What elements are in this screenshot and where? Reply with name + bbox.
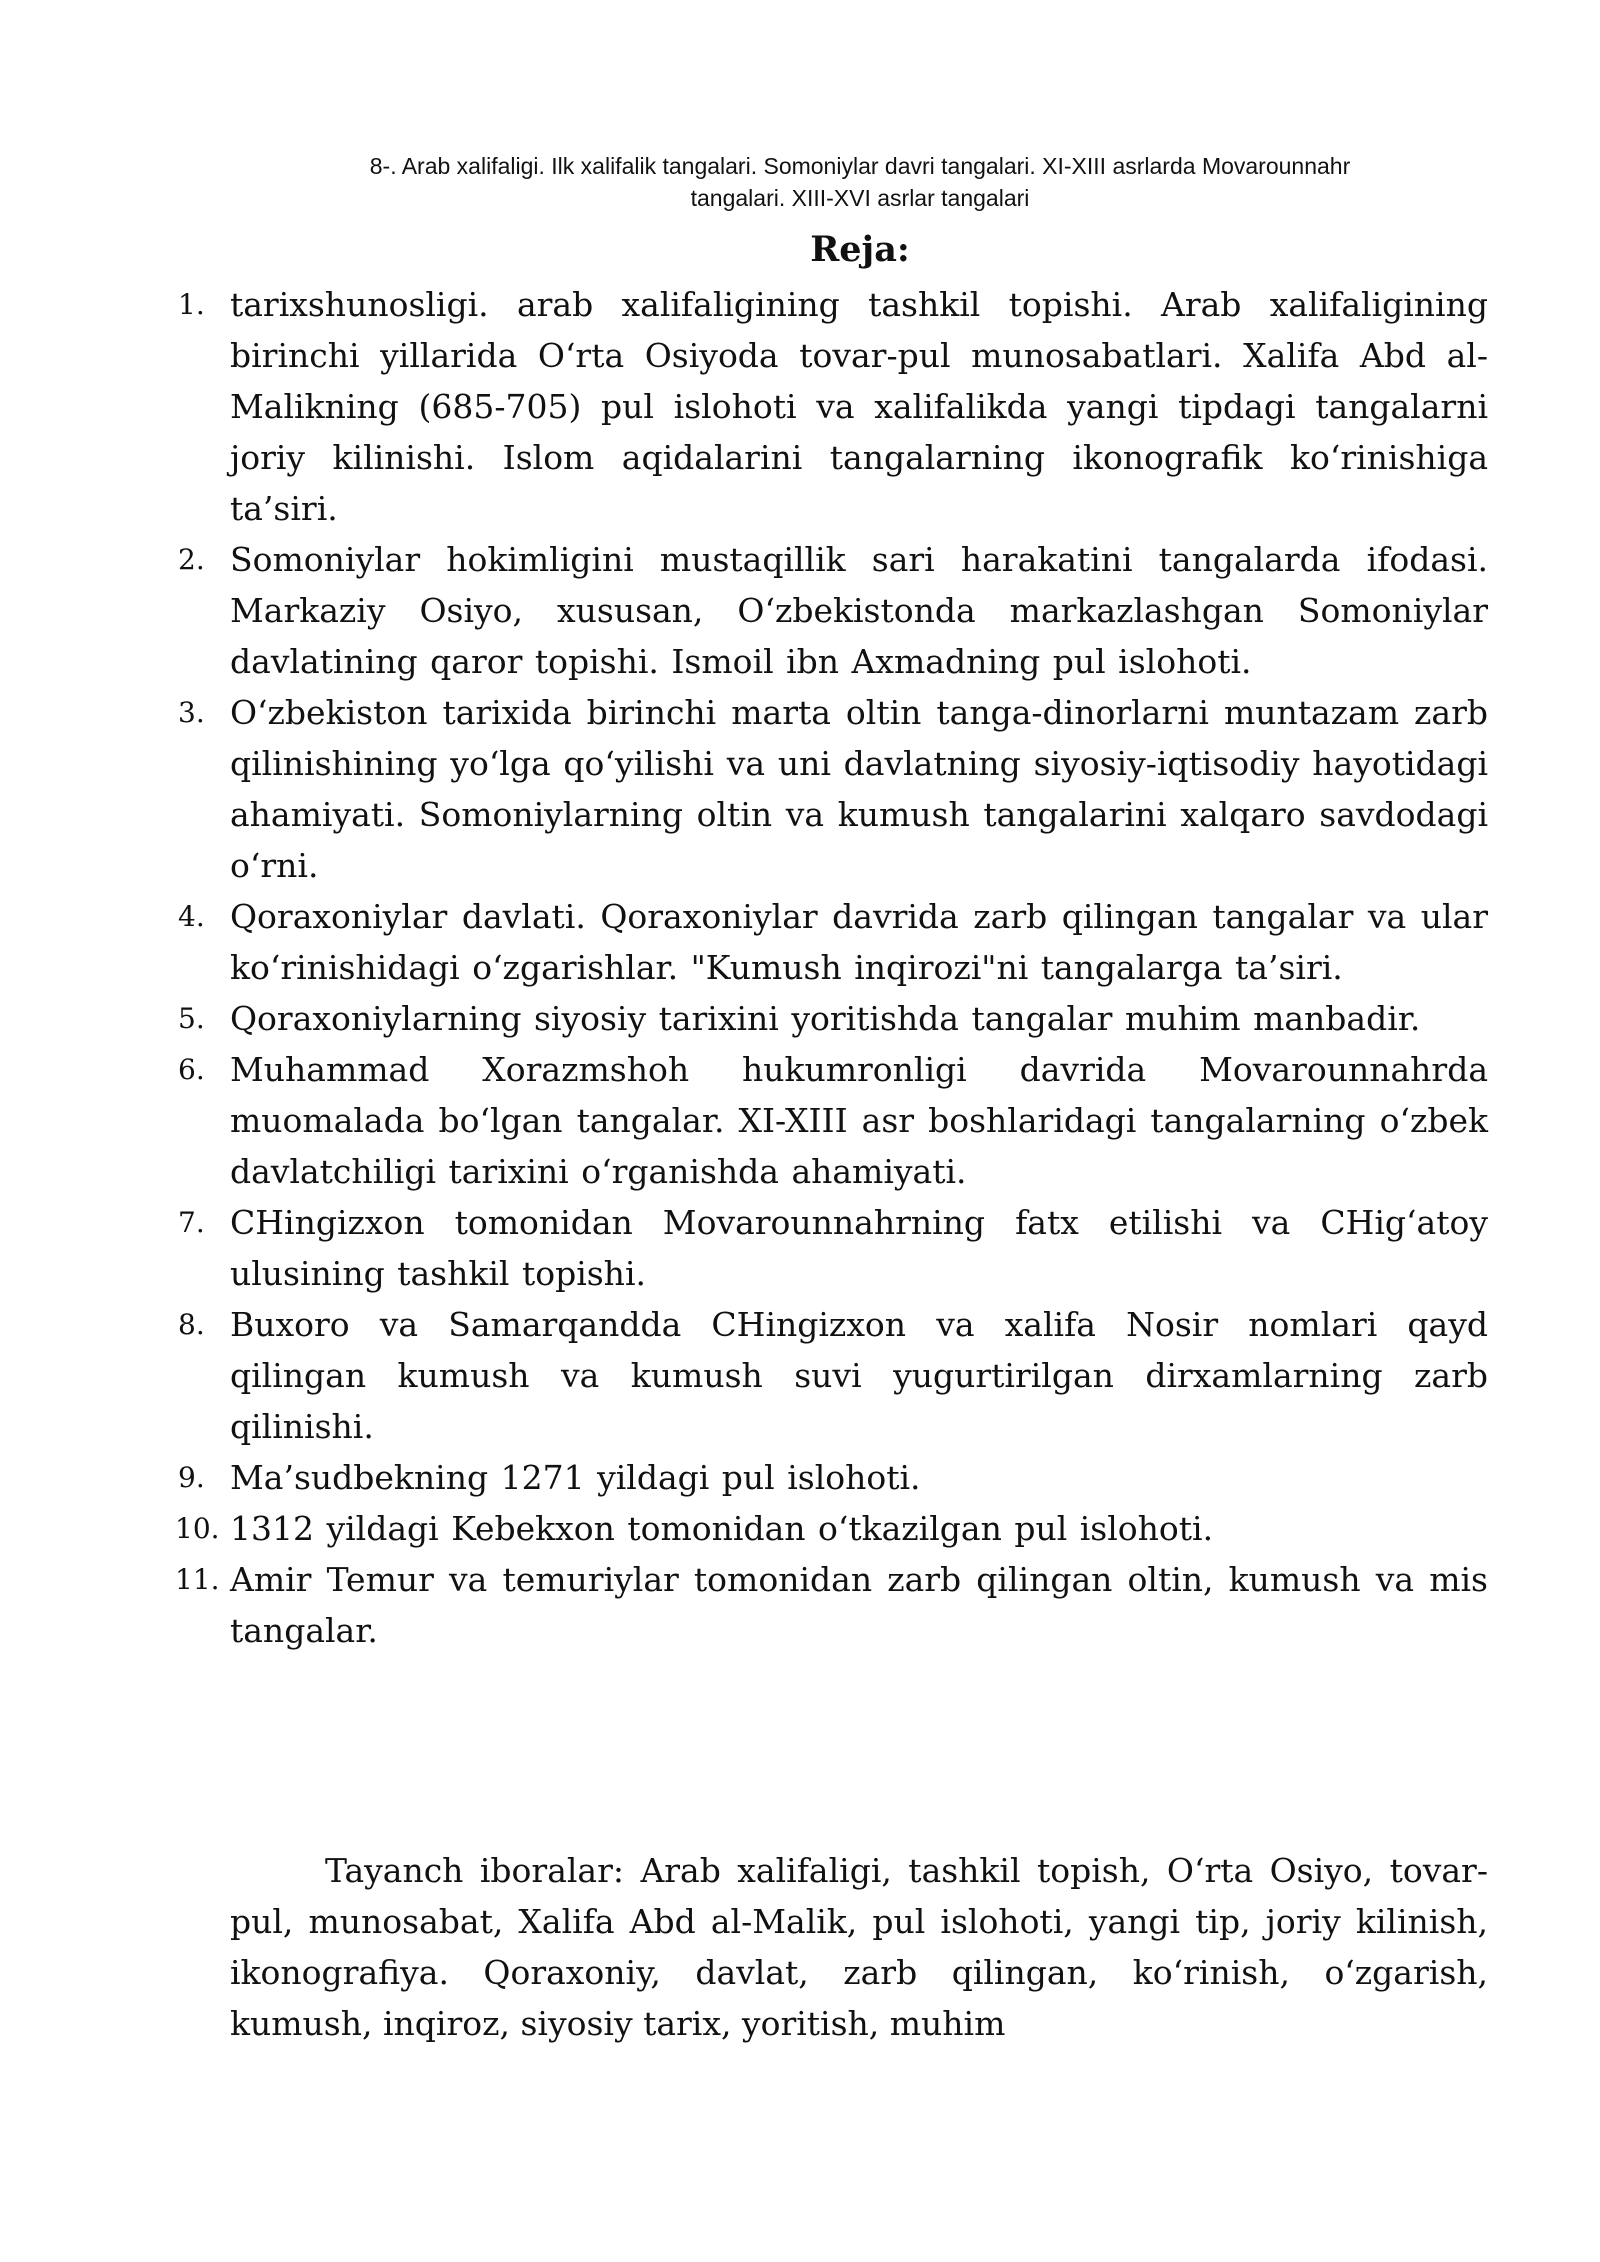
plan-item-5 <box>170 993 1488 1044</box>
plan-item-1 <box>170 279 1488 534</box>
plan-item-6 <box>170 1044 1488 1197</box>
plan-item-text: Amir Temur va temuriylar tomonidan zarb qilingan oltin, kumush va mis tangalar. <box>230 1560 1488 1650</box>
plan-item-2 <box>170 534 1488 687</box>
plan-list <box>170 279 1488 1656</box>
plan-item-number: 5. <box>178 1002 205 1035</box>
plan-item-number: 9. <box>178 1461 205 1494</box>
plan-item-text: 1312 yildagi Kebekxon tomonidan o‘tkazilgan pul islohoti. <box>230 1509 1214 1548</box>
plan-item-text: Ma’sudbekning 1271 yildagi pul islohoti. <box>230 1458 921 1497</box>
plan-item-number: 3. <box>178 696 205 729</box>
plan-item-text: O‘zbekiston tarixida birinchi marta oltin tanga-dinorlarni muntazam zarb qilinishining yo‘lga qo‘yilishi va uni davlatning siyosiy-iqtisodiy hayotidagi ahamiyati. Somoniylarning oltin va kumush tangalarini xalqaro savdodagi o‘rni. <box>230 693 1488 885</box>
header-line-2: tangalari. XIII-XVI asrlar tangalari <box>690 185 1030 211</box>
plan-item-number: 4. <box>178 900 205 933</box>
plan-item-text: Somoniylar hokimligini mustaqillik sari harakatini tangalarda ifodasi. Markaziy Osiyo, xususan, O‘zbekistonda markazlashgan Somoniylar davlatining qaror topishi. Ismoil ibn Axmadning pul islohoti. <box>230 540 1488 681</box>
plan-item-9 <box>170 1452 1488 1503</box>
plan-item-text: Buxoro va Samarqandda CHingizxon va xalifa Nosir nomlari qayd qilingan kumush va kumush suvi yugurtirilgan dirxamlarning zarb qilinishi. <box>230 1305 1488 1446</box>
plan-item-text: CHingizxon tomonidan Movarounnahrning fatx etilishi va CHig‘atoy ulusining tashkil topishi. <box>230 1203 1488 1293</box>
plan-item-11 <box>170 1554 1488 1656</box>
plan-item-text: Muhammad Xorazmshoh hukumronligi davrida Movarounnahrda muomalada bo‘lgan tangalar. XI-XIII asr boshlaridagi tangalarning o‘zbek davlatchiligi tarixini o‘rganishda ahamiyati. <box>230 1050 1488 1191</box>
plan-title: Reja: <box>810 229 910 270</box>
plan-item-number: 8. <box>178 1308 205 1341</box>
plan-item-text: Qoraxoniylar davlati. Qoraxoniylar davrida zarb qilingan tangalar va ular ko‘rinishidagi o‘zgarishlar. "Kumush inqirozi"ni tangalarga ta’siri. <box>230 897 1488 987</box>
plan-item-7 <box>170 1197 1488 1299</box>
plan-item-4 <box>170 891 1488 993</box>
plan-item-number: 11. <box>175 1563 220 1596</box>
header-line-1: 8-. Arab xalifaligi. Ilk xalifalik tangalari. Somoniylar davri tangalari. XI-XIII asrlarda Movarounnahr <box>369 153 1351 179</box>
keywords-paragraph: Tayanch iboralar: Arab xalifaligi, tashkil topish, O‘rta Osiyo, tovar-pul, munosabat, Xalifa Abd al-Malik, pul islohoti, yangi tip, joriy kilinish, ikonografiya. Qoraxoniy, davlat, zarb qilingan, ko‘rinish, o‘zgarish, kumush, inqiroz, siyosiy tarix, yoritish, muhim <box>230 1851 1488 2043</box>
plan-item-10 <box>170 1503 1488 1554</box>
plan-item-number: 2. <box>178 543 205 576</box>
plan-item-text: Qoraxoniylarning siyosiy tarixini yoritishda tangalar muhim manbadir. <box>230 999 1421 1038</box>
plan-item-number: 6. <box>178 1053 205 1086</box>
plan-item-number: 7. <box>178 1206 205 1239</box>
plan-item-3 <box>170 687 1488 891</box>
document-header <box>0 150 1600 214</box>
plan-item-text: tarixshunosligi. arab xalifaligining tashkil topishi. Arab xalifaligining birinchi yillarida O‘rta Osiyoda tovar-pul munosabatlari. Xalifa Abd al-Malikning (685-705) pul islohoti va xalifalikda yangi tipdagi tangalarni joriy kilinishi. Islom aqidalarini tangalarning ikonografik ko‘rinishiga ta’siri. <box>230 285 1488 528</box>
plan-item-8 <box>170 1299 1488 1452</box>
plan-item-number: 10. <box>175 1512 220 1545</box>
plan-item-number: 1. <box>178 288 205 321</box>
